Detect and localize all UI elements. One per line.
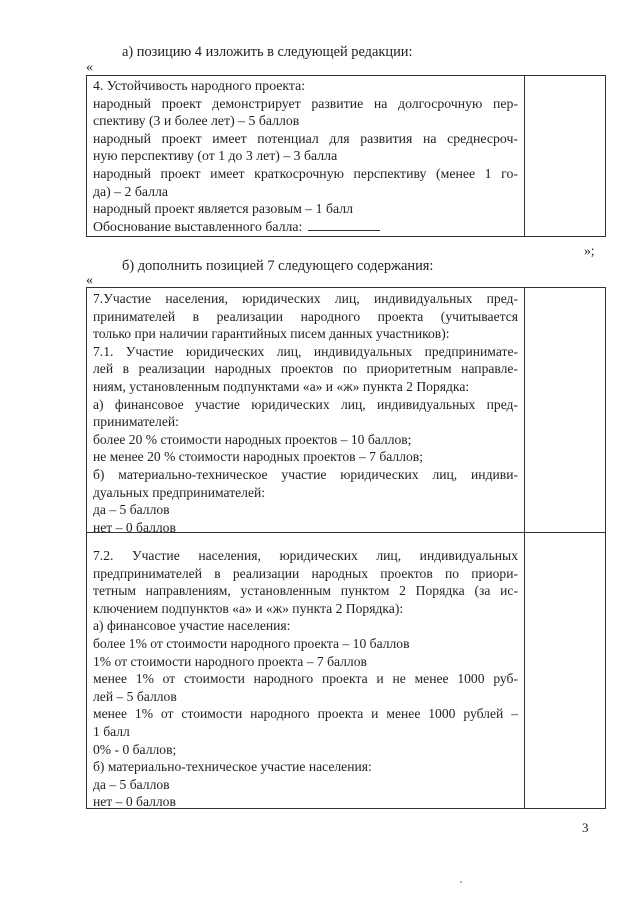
- position-7-table: [86, 287, 606, 809]
- text-line: народный проект имеет потенциал для развития на среднесроч-: [93, 130, 518, 146]
- text-line: а) финансовое участие юридических лиц, индивидуальных пред-: [93, 396, 518, 412]
- text-line: да – 5 баллов: [93, 502, 170, 518]
- text-line: только при наличии гарантийных писем данных участников):: [93, 326, 450, 342]
- opening-quote-2: «: [86, 273, 93, 288]
- text-line: ниям, установленным подпунктами «а» и «ж» пункта 2 Порядка:: [93, 378, 470, 394]
- text-line: народный проект имеет краткосрочную перспективу (менее 1 го-: [93, 165, 518, 181]
- basis-line: [93, 218, 518, 236]
- position-4-table: [86, 75, 606, 237]
- text-line: нет – 0 баллов: [93, 519, 176, 535]
- text-line: менее 1% от стоимости народного проекта и не менее 1000 руб-: [93, 671, 518, 687]
- text-line: принимателей в реализации народного проекта (учитывается: [93, 308, 518, 324]
- page-number: 3: [582, 820, 589, 835]
- text-line: тетным направлениям, установленным пунктом 2 Порядка (за ис-: [93, 583, 518, 599]
- position-7-1-text: [93, 290, 518, 536]
- text-line: не менее 20 % стоимости народных проектов – 7 баллов;: [93, 449, 423, 465]
- position-7-2-text: [93, 547, 518, 811]
- text-line: ную перспективу (от 1 до 3 лет) – 3 балла: [93, 148, 338, 164]
- text-line: да – 5 баллов: [93, 776, 170, 792]
- basis-label: Обоснование выставленного балла:: [93, 218, 303, 234]
- text-line: а) финансовое участие населения:: [93, 618, 291, 634]
- text-line: принимателей:: [93, 414, 179, 430]
- text-line: 7.1. Участие юридических лиц, индивидуальных предпринимате-: [93, 343, 518, 359]
- closing-quote-1: »;: [584, 243, 595, 258]
- text-line: б) материально-техническое участие населения:: [93, 759, 372, 775]
- amendment-b-intro: б) дополнить позицией 7 следующего содержания:: [122, 258, 434, 274]
- text-line: нет – 0 баллов: [93, 794, 176, 810]
- position-4-text: [93, 77, 518, 235]
- text-line: менее 1% от стоимости народного проекта и менее 1000 рублей –: [93, 706, 518, 722]
- text-line: 7.Участие населения, юридических лиц, индивидуальных пред-: [93, 291, 518, 306]
- text-line: более 20 % стоимости народных проектов – 10 баллов;: [93, 431, 412, 447]
- text-line: лей – 5 баллов: [93, 688, 177, 704]
- text-line: б) материально-техническое участие юридических лиц, индиви-: [93, 466, 518, 482]
- text-line: спективу (3 и более лет) – 5 баллов: [93, 113, 300, 129]
- scan-speck: [460, 881, 462, 883]
- text-line: 4. Устойчивость народного проекта:: [93, 78, 306, 93]
- text-line: 7.2. Участие населения, юридических лиц, индивидуальных: [93, 548, 518, 563]
- text-line: да) – 2 балла: [93, 183, 169, 199]
- text-line: предпринимателей в реализации народных проектов по приори-: [93, 565, 518, 581]
- text-line: более 1% от стоимости народного проекта – 10 баллов: [93, 635, 410, 651]
- text-line: 1% от стоимости народного проекта – 7 баллов: [93, 653, 367, 669]
- text-line: дуальных предпринимателей:: [93, 484, 266, 500]
- basis-blank-field: [308, 218, 380, 231]
- text-line: народный проект является разовым – 1 балл: [93, 201, 354, 217]
- text-line: 1 балл: [93, 723, 130, 739]
- text-line: лей в реализации народных проектов по приоритетным направле-: [93, 361, 518, 377]
- text-line: народный проект демонстрирует развитие на долгосрочную пер-: [93, 95, 518, 111]
- amendment-a-intro: а) позицию 4 изложить в следующей редакции:: [122, 44, 413, 60]
- text-line: ключением подпунктов «а» и «ж» пункта 2 Порядка):: [93, 600, 404, 616]
- text-line: 0% - 0 баллов;: [93, 741, 177, 757]
- opening-quote-1: «: [86, 60, 93, 75]
